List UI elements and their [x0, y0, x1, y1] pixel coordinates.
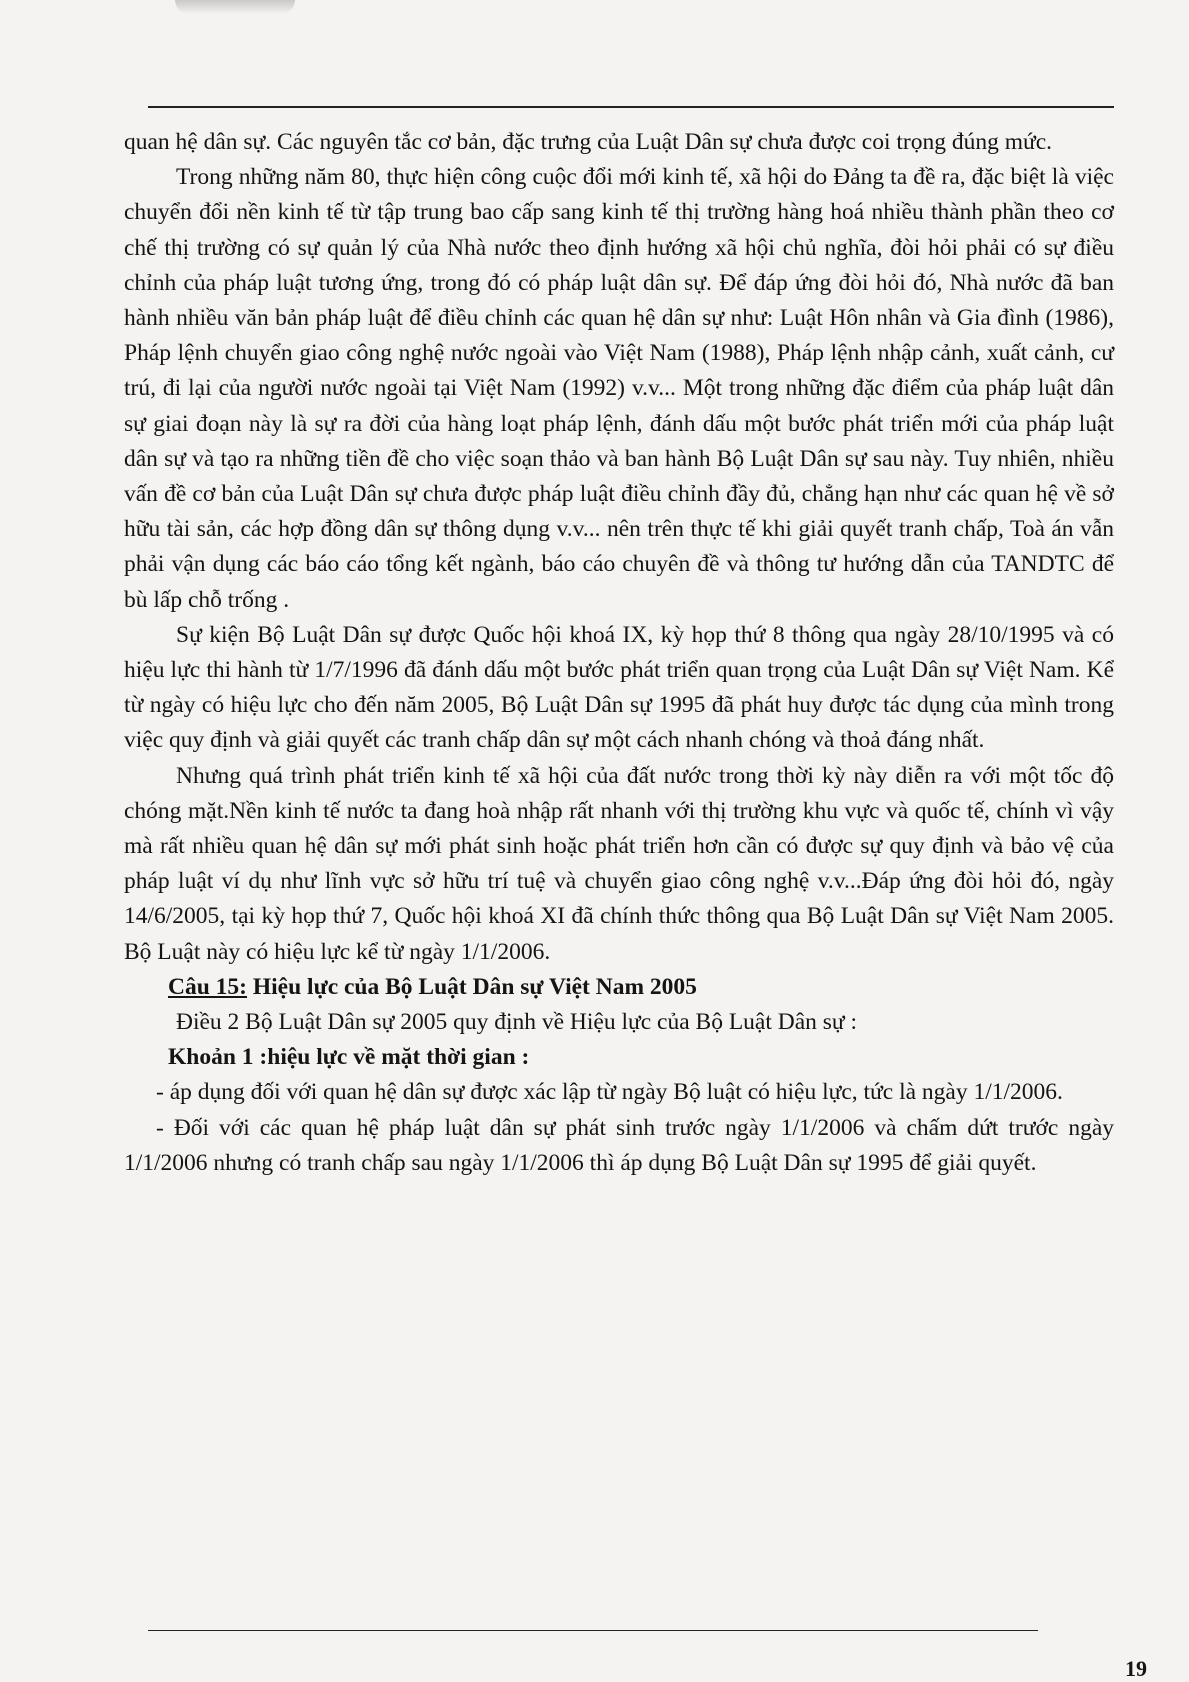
document-body	[124, 125, 1114, 1181]
paragraph-continuation: quan hệ dân sự. Các nguyên tắc cơ bản, đặc trưng của Luật Dân sự chưa được coi trọng đúng mức.	[124, 129, 1053, 155]
question-number: Câu 15:	[168, 973, 247, 1000]
scan-artifact	[175, 0, 295, 14]
question-title: Hiệu lực của Bộ Luật Dân sự Việt Nam 2005	[252, 973, 697, 1000]
bullet-item: - Đối với các quan hệ pháp luật dân sự phát sinh trước ngày 1/1/2006 và chấm dứt trước ngày 1/1/2006 nhưng có tranh chấp sau ngày 1/1/2006 thì áp dụng Bộ Luật Dân sự 1995 để giải quyết.	[124, 1114, 1114, 1176]
clause-heading: Khoản 1 :hiệu lực về mặt thời gian :	[168, 1044, 530, 1071]
paragraph-2005-code: Nhưng quá trình phát triển kinh tế xã hội của đất nước trong thời kỳ này diễn ra với một tốc độ chóng mặt.Nền kinh tế nước ta đang hoà nhập rất nhanh với thị trường khu vực và quốc tế, chính vì vậy mà rất nhiều quan hệ dân sự mới phát sinh hoặc phát triển hơn cần có được sự quy định và bảo vệ của pháp luật ví dụ như lĩnh vực sở hữu trí tuệ và chuyển giao công nghệ v.v...Đáp ứng đòi hỏi đó, ngày 14/6/2005, tại kỳ họp thứ 7, Quốc hội khoá XI đã chính thức thông qua Bộ Luật Dân sự Việt Nam 2005. Bộ Luật này có hiệu lực kể từ ngày 1/1/2006.	[124, 762, 1114, 965]
page-number: 19	[1125, 1656, 1147, 1681]
article-intro: Điều 2 Bộ Luật Dân sự 2005 quy định về Hiệu lực của Bộ Luật Dân sự :	[176, 1009, 858, 1036]
footer-rule	[148, 1630, 1038, 1631]
header-rule	[148, 106, 1114, 108]
question-heading	[168, 970, 1114, 1005]
paragraph-80s: Trong những năm 80, thực hiện công cuộc đổi mới kinh tế, xã hội do Đảng ta đề ra, đặc biệt là việc chuyển đổi nền kinh tế từ tập trung bao cấp sang kinh tế thị trường hàng hoá nhiều thành phần theo cơ chế thị trường có sự quản lý của Nhà nước theo định hướng xã hội chủ nghĩa, đòi hỏi phải có sự điều chỉnh của pháp luật tương ứng, trong đó có pháp luật dân sự. Để đáp ứng đòi hỏi đó, Nhà nước đã ban hành nhiều văn bản pháp luật để điều chỉnh các quan hệ dân sự như: Luật Hôn nhân và Gia đình (1986), Pháp lệnh chuyển giao công nghệ nước ngoài vào Việt Nam (1988), Pháp lệnh nhập cảnh, xuất cảnh, cư trú, đi lại của người nước ngoài tại Việt Nam (1992) v.v... Một trong những đặc điểm của pháp luật dân sự giai đoạn này là sự ra đời của hàng loạt pháp lệnh, đánh dấu một bước phát triển mới của pháp luật dân sự và tạo ra những tiền đề cho việc soạn thảo và ban hành Bộ Luật Dân sự sau này. Tuy nhiên, nhiều vấn đề cơ bản của Luật Dân sự chưa được pháp luật điều chỉnh đầy đủ, chẳng hạn như các quan hệ về sở hữu tài sản, các hợp đồng dân sự thông dụng v.v... nên trên thực tế khi giải quyết tranh chấp, Toà án vẫn phải vận dụng các báo cáo tổng kết ngành, báo cáo chuyên đề và thông tư hướng dẫn của TANDTC để bù lấp chỗ trống .	[124, 164, 1114, 613]
paragraph-1995-code: Sự kiện Bộ Luật Dân sự được Quốc hội khoá IX, kỳ họp thứ 8 thông qua ngày 28/10/1995 và có hiệu lực thi hành từ 1/7/1996 đã đánh dấu một bước phát triển quan trọng của Luật Dân sự Việt Nam. Kể từ ngày có hiệu lực cho đến năm 2005, Bộ Luật Dân sự 1995 đã phát huy được tác dụng của mình trong việc quy định và giải quyết các tranh chấp dân sự một cách nhanh chóng và thoả đáng nhất.	[124, 621, 1114, 754]
bullet-item: - áp dụng đối với quan hệ dân sự được xác lập từ ngày Bộ luật có hiệu lực, tức là ngày 1/1/2006.	[156, 1079, 1063, 1106]
